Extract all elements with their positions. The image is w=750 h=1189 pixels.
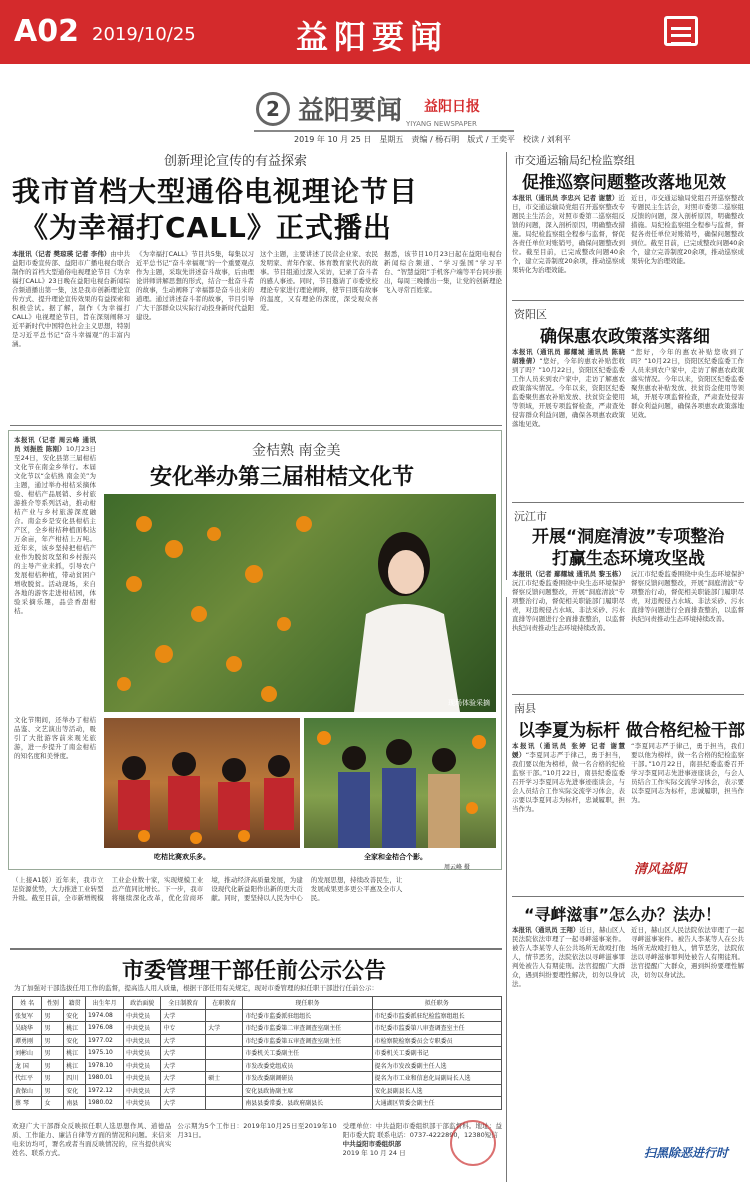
table-cell: 市纪委市监委第八审查调查室主任 [372, 1022, 501, 1035]
section-name: 益阳要闻 [298, 96, 403, 126]
caption-family: 全家和金桔合个影。 [364, 853, 427, 861]
clean-yiyang-logo: 清风益阳 [634, 862, 687, 877]
notice-header-cell: 现任职务 [243, 997, 372, 1010]
table-cell: 市纪委市监委第五审查调查室副主任 [243, 1034, 372, 1047]
table-cell: 张复军 [13, 1009, 42, 1022]
newspaper-logo: 益阳日报 [424, 99, 480, 115]
orange-fruits [117, 516, 312, 702]
main-photo-caption: 现场体验采摘 [448, 699, 490, 707]
table-cell: 1972.12 [86, 1084, 124, 1097]
table-cell: 市委机关工委副书记 [372, 1047, 501, 1060]
family-photo [304, 718, 496, 848]
right2-title: 确保惠农政策落实落细 [540, 327, 710, 347]
table-cell: 市纪委市监委派驻组组长 [243, 1009, 372, 1022]
notice-footer-text: 受理单位：中共益阳市委组织部干部监督科。地址：益阳市委大院 联系电话：0737-4222890，12380短信 [342, 1122, 502, 1139]
notice-header-cell: 籍贯 [64, 997, 86, 1010]
page-title: 益阳要闻 [296, 18, 449, 56]
table-cell: 大学 [206, 1022, 243, 1035]
right5-title: “寻衅滋事”怎么办？法办！ [524, 905, 722, 924]
top-bar [0, 0, 750, 64]
right2-body: 本报讯（通讯员 鄢耀城 通讯员 陈晓 胡雅倩）“您好，今年的惠农补贴您收到了吗？”10月22日，资阳区纪委监委工作人员来到农户家中，走访了解惠农政策落实情况。今年以来，资阳区纪委监委聚焦惠农补贴发放、扶贫资金使用等领域，开展专项监督检查，严肃查处侵害群众利益问题，确保各项惠农政策落地见效。 “您好，今年的惠农补贴您收到了吗？”10月22日，资阳区纪委监委工作人员来到农户家中，走访了解惠农政策落实情况。今年以来，资阳区纪委监委聚焦惠农补贴发放、扶贫资金使用等领域，开展专项监督检查，严肃查处侵害群众利益问题，确保各项惠农政策落地见效。 [512, 348, 744, 498]
table-cell: 大学 [161, 1034, 206, 1047]
table-cell: 男 [42, 1084, 64, 1097]
right2-body-col2: “您好，今年的惠农补贴您收到了吗？”10月22日，资阳区纪委监委工作人员来到农户家中，走访了解惠农政策落实情况。今年以来，资阳区纪委监委聚焦惠农补贴发放、扶贫资金使用等领域，开展专项监督检查，严肃查处侵害群众利益问题，确保各项惠农政策落地见效。 [631, 348, 744, 419]
table-cell [206, 1047, 243, 1060]
table-cell: 市委机关工委副主任 [243, 1047, 372, 1060]
right2-byline: 本报讯（通讯员 鄢耀城 通讯员 陈晓 胡雅倩） [512, 348, 625, 365]
table-row [13, 1034, 502, 1047]
notice-intro: 为了加强对干部选拔任用工作的监督，提高选人用人质量，根据干部任用有关规定，现对市委管理的拟任职干部进行任前公示： [14, 984, 378, 992]
table-cell: 安化县副县长人选 [372, 1084, 501, 1097]
right3-body-col2: 沅江市纪委监委围绕中央生态环境保护督察反馈问题整改，开展“洞庭清波”专项整治行动，督促相关职能部门履职尽责，对违规侵占水域、非法采砂、污水直排等问题进行全面排查整治，以监督执纪问责推动生态环境持续改善。 [631, 570, 744, 623]
official-seal [450, 1120, 496, 1166]
table-cell: 谭勇刚 [13, 1034, 42, 1047]
table-cell: 大学 [161, 1097, 206, 1110]
notice-footer [12, 1122, 502, 1172]
right4-byline: 本报讯（通讯员 张婷 记者 谢慧媛） [512, 742, 625, 759]
table-row [13, 1009, 502, 1022]
lead-body-col1: 由中共益阳市委宣传部、益阳市广播电视台联合制作的首档大型通俗电视理论节目《为幸福打CALL》23日晚在益阳电视台新闻综合频道播出第一集，这是我市创新理论宣传方式、提升理论宣传效果的有益探索和积极尝试。据了解，制作《为幸福打CALL》电视理论节目，旨在深刻阐释习近平新时代中国特色社会主义思想，特别是习近平总书记“奋斗幸福观”的丰富内涵。 [12, 250, 130, 348]
right5-body: 本报讯（通讯员 王翔）近日，赫山区人民法院依法审理了一起寻衅滋事案件。被告人李某等人在公共场所无故殴打他人，情节恶劣，法院依法以寻衅滋事罪判处被告人有期徒刑。法官提醒广大群众，遇到纠纷要理性解决，切勿以身试法。 近日，赫山区人民法院依法审理了一起寻衅滋事案件。被告人李某等人在公共场所无故殴打他人，情节恶劣，法院依法以寻衅滋事罪判处被告人有期徒刑。法官提醒广大群众，遇到纠纷要理性解决，切勿以身试法。 [512, 926, 744, 1136]
table-cell: 男 [42, 1009, 64, 1022]
table-row [13, 1022, 502, 1035]
masthead-info: 2019 年 10 月 25 日 星期五 责编 / 杨石明 版式 / 王奕平 校读 / 刘利平 [294, 135, 571, 144]
table-cell [206, 1034, 243, 1047]
table-cell: 安化 [64, 1084, 86, 1097]
notice-footer-col1: 欢迎广大干部群众反映拟任职人选思想作风、道德品质、工作能力、廉洁自律等方面的情况和问题。来信来电来访均可，署名或者当面反映情况的，应当提供真实姓名、联系方式。 [12, 1122, 172, 1157]
continuation-text: （上接A1版）近年来，我市立足资源优势，大力推进工业转型升级。截至目前，全市新增规模工业企业数十家，实现规模工业总产值同比增长。下一步，我市将继续深化改革，优化营商环境，推动经济高质量发展，为建设现代化新益阳作出新的更大贡献。同时，要坚持以人民为中心的发展思想，持续改善民生，让发展成果更多更公平惠及全市人民。 [12, 876, 403, 902]
newspaper-page [4, 82, 746, 1184]
table-cell: 安化县政协副主席 [243, 1084, 372, 1097]
table-cell: 男 [42, 1047, 64, 1060]
table-cell: 龙 国 [13, 1059, 42, 1072]
section-number: 2 [256, 92, 290, 126]
right1-body: 本报讯（通讯员 李忠兴 记者 谢慧）近日，市交通运输局党组召开巡察整改专题民主生活会，对照市委第二巡察组反馈的问题，深入剖析原因，明确整改措施。局纪检监察组全程参与监督，督促各责任单位对账销号，确保问题整改到位。截至目前，已完成整改问题40余个，建立完善制度20余项，推动巡察成果转化为治理效能。 近日，市交通运输局党组召开巡察整改专题民主生活会，对照市委第二巡察组反馈的问题，深入剖析原因，明确整改措施。局纪检监察组全程参与监督，督促各责任单位对账销号，确保问题整改到位。截至目前，已完成整改问题40余个，建立完善制度20余项，推动巡察成果转化为治理效能。 [512, 194, 744, 294]
table-cell: 中共党员 [124, 1022, 161, 1035]
table-cell: 中共党员 [124, 1097, 161, 1110]
table-cell: 中共党员 [124, 1084, 161, 1097]
orange-kicker: 金桔熟 南金美 [252, 443, 341, 459]
lead-title-line1: 我市首档大型通俗电视理论节目 [12, 175, 419, 208]
table-cell: 市发改委党组成员 [243, 1059, 372, 1072]
table-cell: 1975.10 [86, 1047, 124, 1060]
table-row [13, 1084, 502, 1097]
masthead [256, 90, 521, 130]
table-cell: 1974.08 [86, 1009, 124, 1022]
table-cell: 安化 [64, 1034, 86, 1047]
table-cell: 吴晓华 [13, 1022, 42, 1035]
page-date: 2019/10/25 [92, 24, 196, 45]
notice-header-cell: 出生年月 [86, 997, 124, 1010]
table-cell: 刘彬山 [13, 1047, 42, 1060]
notice-header-cell: 政治面貌 [124, 997, 161, 1010]
newspaper-menu-icon[interactable] [664, 16, 698, 46]
notice-header-cell: 拟任职务 [372, 997, 501, 1010]
eating-contest-photo [104, 718, 300, 848]
table-cell: 大学 [161, 1072, 206, 1085]
lead-kicker: 创新理论宣传的有益探索 [164, 154, 308, 169]
table-cell: 蔡 琴 [13, 1097, 42, 1110]
section-english: YIYANG NEWSPAPER [406, 120, 477, 128]
table-cell: 安化 [64, 1009, 86, 1022]
notice-footer-col2: 公示期为5个工作日：2019年10月25日至2019年10月31日。 [177, 1122, 337, 1139]
table-cell: 男 [42, 1072, 64, 1085]
orange-body-left2: 文化节期间，还举办了柑桔品鉴、文艺演出等活动，吸引了大批游客前来观光旅游，进一步提升了南金柑桔的知名度和美誉度。 [14, 716, 96, 760]
notice-title: 市委管理干部任前公示公告 [122, 959, 387, 984]
table-cell: 中共党员 [124, 1059, 161, 1072]
table-cell: 黄保山 [13, 1084, 42, 1097]
table-cell: 大学 [161, 1059, 206, 1072]
table-cell: 中共党员 [124, 1009, 161, 1022]
table-cell: 1980.02 [86, 1097, 124, 1110]
orange-byline: 本报讯（记者 周云峰 通讯员 刘振胜 陈刚） [14, 436, 96, 453]
table-cell: 四川 [64, 1072, 86, 1085]
table-cell: 大学 [161, 1047, 206, 1060]
notice-sign-date: 2019 年 10 月 24 日 [342, 1149, 406, 1157]
right3-title-line1: 开展“洞庭清波”专项整治 [532, 527, 725, 547]
table-cell: 女 [42, 1097, 64, 1110]
right4-title: 以李夏为标杆 做合格纪检干部 [518, 721, 745, 741]
table-cell: 桃江 [64, 1059, 86, 1072]
table-cell: 1977.02 [86, 1034, 124, 1047]
table-cell: 市检察院检察委员会专职委员 [372, 1034, 501, 1047]
right1-body-col2: 近日，市交通运输局党组召开巡察整改专题民主生活会，对照市委第二巡察组反馈的问题，深入剖析原因，明确整改措施。局纪检监察组全程参与监督，督促各责任单位对账销号，确保问题整改到位。截至目前，已完成整改问题40余个，建立完善制度20余项，推动巡察成果转化为治理效能。 [631, 194, 744, 265]
table-cell: 男 [42, 1022, 64, 1035]
table-cell: 市纪委市监委第二审查调查室副主任 [243, 1022, 372, 1035]
orange-grove-image [104, 494, 496, 712]
anti-gang-logo: 扫黑除恶进行时 [644, 1146, 729, 1160]
table-cell: 男 [42, 1059, 64, 1072]
notice-header-cell: 姓 名 [13, 997, 42, 1010]
table-cell: 中共党员 [124, 1034, 161, 1047]
notice-header-cell: 在职教育 [206, 997, 243, 1010]
notice-table-header [13, 997, 502, 1010]
right1-title: 促推巡察问题整改落地见效 [522, 173, 726, 193]
table-cell: 南县 [64, 1097, 86, 1110]
table-cell [206, 1097, 243, 1110]
table-cell: 桃江 [64, 1022, 86, 1035]
table-cell [206, 1059, 243, 1072]
right1-kicker: 市交通运输局纪检监察组 [514, 154, 635, 167]
right3-body: 本报讯（记者 鄢耀城 通讯员 黎玉栋）沅江市纪委监委围绕中央生态环境保护督察反馈问题整改，开展“洞庭清波”专项整治行动，督促相关职能部门履职尽责，对违规侵占水域、非法采砂、污水直排等问题进行全面排查整治，以监督执纪问责推动生态环境持续改善。 沅江市纪委监委围绕中央生态环境保护督察反馈问题整改，开展“洞庭清波”专项整治行动，督促相关职能部门履职尽责，对违规侵占水域、非法采砂、污水直排等问题进行全面排查整治，以监督执纪问责推动生态环境持续改善。 [512, 570, 744, 688]
table-cell: 男 [42, 1034, 64, 1047]
table-cell: 中共党员 [124, 1072, 161, 1085]
orange-body-left: 本报讯（记者 周云峰 通讯员 刘振胜 陈刚）10月23日至24日，安化县第三届柑桔文化节在南金乡举行。本届文化节以“金桔熟 南金美”为主题，通过举办柑桔采摘体验、柑桔产品展销、乡村旅游推介等系列活动，推动柑桔产业与乡村旅游深度融合。南金乡是安化县柑桔主产区，全乡柑桔种植面积达万余亩，年产柑桔上万吨。近年来，该乡坚持把柑桔产业作为脱贫攻坚和乡村振兴的主导产业来抓，引导农户发展柑桔种植，带动贫困户增收脱贫。活动现场，来自各地的游客走进柑桔园，体验采摘乐趣，品尝香甜柑桔。 [14, 436, 96, 615]
family-image [304, 718, 496, 848]
right4-body-col2: “李夏同志严于律己，勇于担当，我们要以他为榜样，做一名合格的纪检监察干部。”10月22日，南县纪委监委召开学习李夏同志先进事迹座谈会，与会人员结合工作实际交流学习体会，表示要以李夏同志为标杆，忠诚履职，担当作为。 [631, 742, 744, 804]
table-cell: 1976.08 [86, 1022, 124, 1035]
table-cell: 提名为市发改委副主任人选 [372, 1059, 501, 1072]
lead-body-col3: 这个主题，主要讲述了民营企业家、农民发明家、青年作家、体育教育家代表的故事。节目组通过深入采访，记录了奋斗者的感人事迹。同时，节目邀请了市委党校理论专家进行理论阐释，使节目既有故事的温度，又有理论的深度，深受观众喜爱。 [260, 250, 378, 312]
eating-contest-image [104, 718, 300, 848]
right3-title-line2: 打赢生态环境攻坚战 [552, 549, 705, 569]
table-cell: 大通湖区管委会副主任 [372, 1097, 501, 1110]
photo-credit: 周云峰 摄 [444, 864, 470, 871]
right3-byline: 本报讯（记者 鄢耀城 通讯员 黎玉栋） [512, 570, 625, 578]
right4-section: 南县 [514, 702, 536, 715]
table-cell: 硕士 [206, 1072, 243, 1085]
table-cell: 1980.01 [86, 1072, 124, 1085]
notice-header-cell: 全日制教育 [161, 997, 206, 1010]
right4-body: 本报讯（通讯员 张婷 记者 谢慧媛）“李夏同志严于律己，勇于担当，我们要以他为榜样，做一名合格的纪检监察干部。”10月22日，南县纪委监委召开学习李夏同志先进事迹座谈会，与会人员结合工作实际交流学习体会，表示要以李夏同志为标杆，忠诚履职，担当作为。 “李夏同志严于律己，勇于担当，我们要以他为榜样，做一名合格的纪检监察干部。”10月22日，南县纪委监委召开学习李夏同志先进事迹座谈会，与会人员结合工作实际交流学习体会，表示要以李夏同志为标杆，忠诚履职，担当作为。 [512, 742, 744, 892]
page-number: A02 [14, 14, 79, 49]
table-row [13, 1059, 502, 1072]
table-cell: 南县县委常委、县政府副县长 [243, 1097, 372, 1110]
right3-section: 沅江市 [514, 510, 547, 523]
woman-figure [354, 532, 460, 712]
lead-body [12, 250, 502, 420]
table-cell: 中共党员 [124, 1047, 161, 1060]
table-row [13, 1047, 502, 1060]
table-cell: 桃江 [64, 1047, 86, 1060]
table-cell: 中专 [161, 1022, 206, 1035]
lead-byline: 本报讯（记者 樊琼瑛 记者 李伟） [12, 250, 111, 258]
lead-title-line2: 《为幸福打CALL》正式播出 [20, 211, 392, 244]
table-cell: 提名为市工业和信息化局副局长人选 [372, 1072, 501, 1085]
right2-section: 资阳区 [514, 308, 547, 321]
table-cell: 市发改委副调研员 [243, 1072, 372, 1085]
table-cell [206, 1084, 243, 1097]
notice-table-body [13, 1009, 502, 1109]
table-cell [206, 1009, 243, 1022]
table-cell: 大学 [161, 1009, 206, 1022]
table-cell: 市纪委市监委派驻纪检监察组组长 [372, 1009, 501, 1022]
notice-sign-org: 中共益阳市委组织部 [342, 1140, 402, 1148]
notice-header-cell: 性别 [42, 997, 64, 1010]
lead-body-col4: 据悉，该节目10月23日起在益阳电视台新闻综合频道、“学习强国”学习平台、“智慧益阳”手机客户端等平台同步推出，每周三晚播出一集，让党的创新理论飞入寻常百姓家。 [384, 250, 502, 294]
right1-byline: 本报讯（通讯员 李忠兴 记者 谢慧） [512, 194, 619, 202]
table-cell: 大学 [161, 1084, 206, 1097]
table-row [13, 1072, 502, 1085]
table-row [13, 1097, 502, 1110]
orange-main-photo [104, 494, 496, 712]
table-cell: 代红平 [13, 1072, 42, 1085]
right5-byline: 本报讯（通讯员 王翔） [512, 926, 580, 934]
table-cell: 1978.10 [86, 1059, 124, 1072]
notice-table [12, 996, 502, 1110]
lead-body-col2: 《为幸福打CALL》节目共5集，每集以习近平总书记“奋斗幸福观”的一个重要观点作为主题，采取先讲述奋斗故事，后由理论讲师讲解思想的形式，结合一批奋斗者的故事，生动阐释了幸福都是奋斗出来的道理。通过讲述奋斗者的故事，节目引导广大干部群众以实际行动投身新时代益阳建设。 [136, 250, 254, 321]
orange-title: 安化举办第三届柑桔文化节 [150, 465, 415, 490]
right5-body-col2: 近日，赫山区人民法院依法审理了一起寻衅滋事案件。被告人李某等人在公共场所无故殴打他人，情节恶劣，法院依法以寻衅滋事罪判处被告人有期徒刑。法官提醒广大群众，遇到纠纷要理性解决，切勿以身试法。 [631, 926, 744, 979]
caption-eating-contest: 吃桔比赛欢乐多。 [154, 853, 210, 861]
